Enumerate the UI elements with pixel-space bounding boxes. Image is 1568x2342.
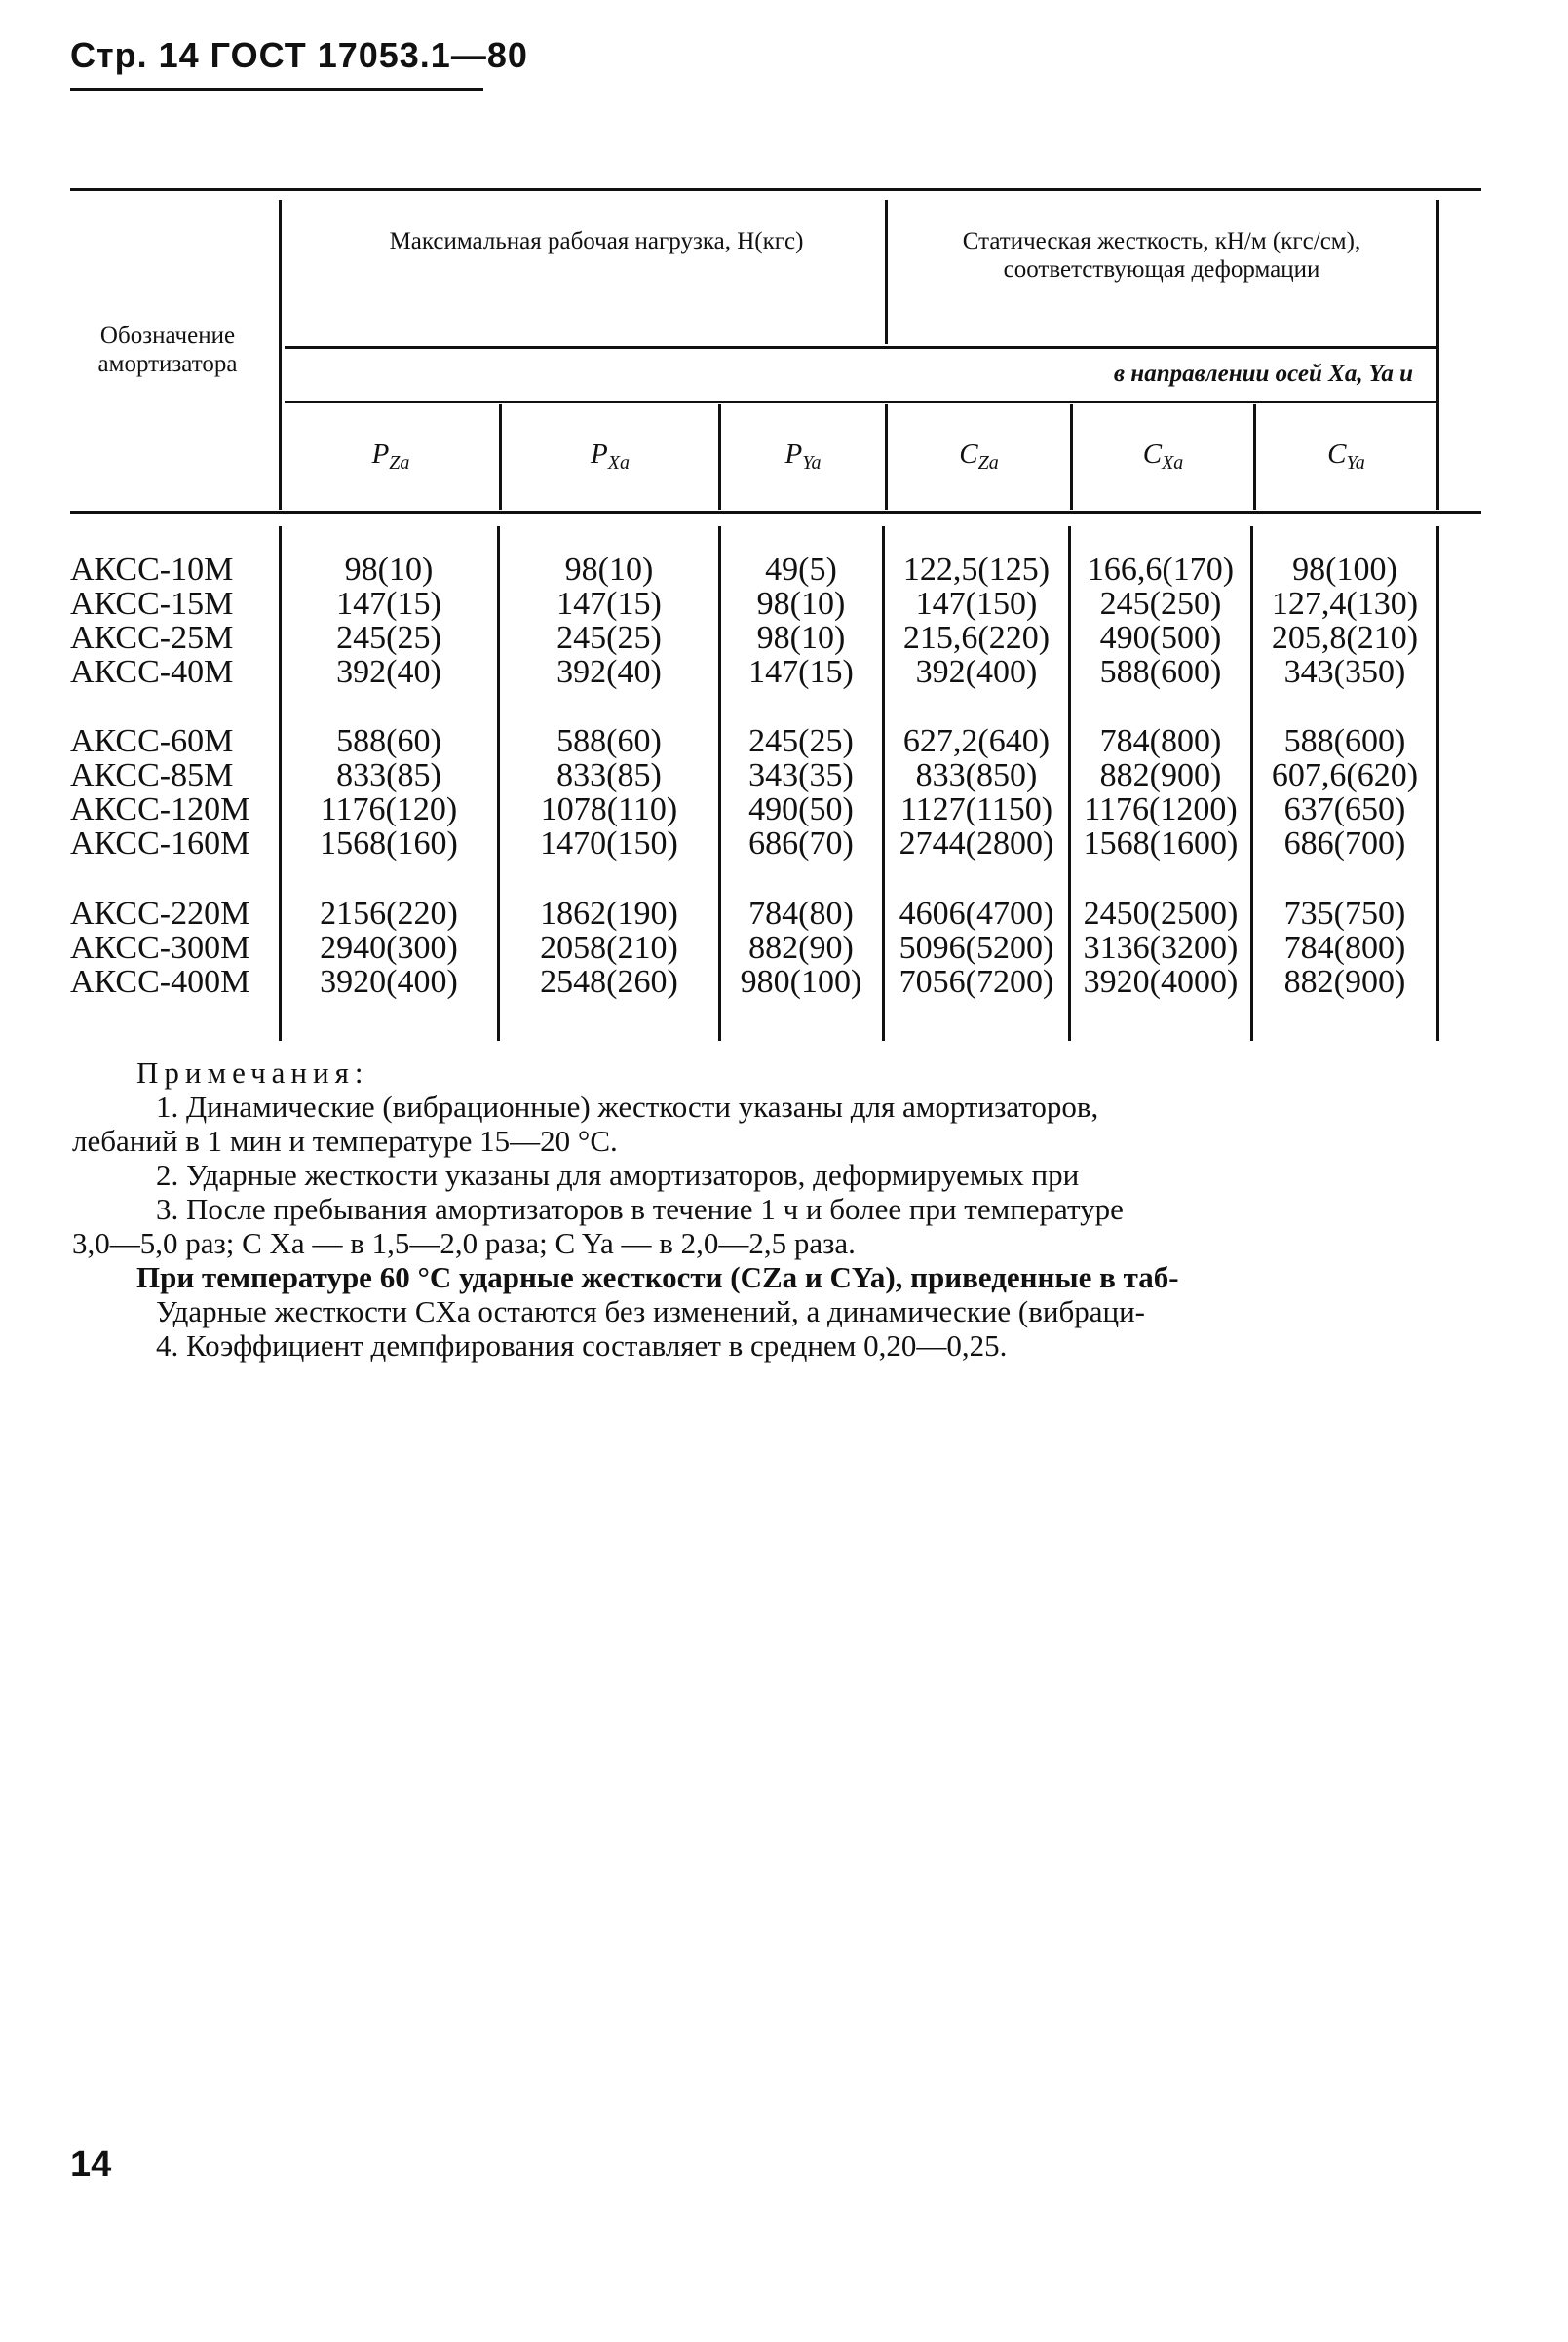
table-header-bottom-rule [70, 511, 1481, 514]
row-value: 147(150) [915, 586, 1038, 622]
note-line: 3. После пребывания амортизаторов в течение 1 ч и более при температуре [156, 1192, 1124, 1226]
table-row [0, 931, 1568, 966]
page-number: 14 [70, 2144, 112, 2185]
row-value: 4606(4700) [899, 896, 1054, 932]
row-value: 882(90) [748, 930, 854, 966]
row-designation: АКСС-85М [70, 757, 234, 793]
row-value: 392(40) [556, 654, 662, 690]
table-row [0, 655, 1568, 690]
row-value: 98(10) [564, 552, 654, 588]
row-designation: АКСС-10М [70, 552, 234, 588]
row-value: 686(700) [1283, 825, 1406, 862]
row-value: 1470(150) [540, 825, 678, 862]
symbol-cell [1256, 439, 1436, 475]
symbol-main: C [1327, 439, 1347, 470]
row-designation: АКСС-220М [70, 896, 250, 932]
note-line: 1. Динамические (вибрационные) жесткости указаны для амортизаторов, [156, 1090, 1099, 1124]
row-designation: АКСС-400М [70, 964, 250, 1000]
table-top-rule [70, 188, 1481, 191]
row-value: 784(800) [1283, 930, 1406, 966]
row-value: 784(80) [748, 896, 854, 932]
header-sub-rule-2 [285, 401, 1439, 403]
row-value: 784(800) [1099, 723, 1222, 759]
row-value: 392(40) [336, 654, 441, 690]
row-value: 627,2(640) [902, 723, 1051, 759]
row-value: 1568(160) [320, 825, 458, 862]
row-value: 833(850) [915, 757, 1038, 793]
row-value: 588(600) [1099, 654, 1222, 690]
notes-heading: Примечания: [136, 1056, 369, 1090]
symbol-main: C [1142, 439, 1163, 470]
row-value: 1078(110) [540, 791, 678, 827]
row-value: 1568(1600) [1083, 825, 1239, 862]
row-value: 3920(4000) [1083, 964, 1239, 1000]
row-value: 7056(7200) [899, 964, 1054, 1000]
symbol-cell [1073, 439, 1253, 475]
symbol-sub: Xa [607, 452, 630, 474]
row-value: 49(5) [765, 552, 837, 588]
note-line: 3,0—5,0 раз; C Xa — в 1,5—2,0 раза; C Ya — в 2,0—2,5 раза. [72, 1226, 856, 1260]
row-value: 2156(220) [320, 896, 458, 932]
row-value: 245(25) [556, 620, 662, 656]
row-value: 5096(5200) [899, 930, 1054, 966]
note-line: При температуре 60 °С ударные жесткости (CZa и CYa), приведенные в таб- [136, 1260, 1179, 1294]
row-value: 588(60) [336, 723, 441, 759]
row-value: 2940(300) [320, 930, 458, 966]
note-line: 2. Ударные жесткости указаны для амортизаторов, деформируемых при [156, 1158, 1080, 1192]
symbol-sub: Za [977, 452, 999, 474]
row-value: 245(25) [748, 723, 854, 759]
row-value: 98(10) [756, 586, 846, 622]
note-line: 4. Коэффициент демпфирования составляет в среднем 0,20—0,25. [156, 1328, 1008, 1363]
header-vline-1 [279, 200, 282, 510]
row-value: 147(15) [748, 654, 854, 690]
row-value: 98(10) [756, 620, 846, 656]
row-value: 882(900) [1283, 964, 1406, 1000]
row-value: 490(500) [1099, 620, 1222, 656]
group-load-header: Максимальная рабочая нагрузка, Н(кгс) [389, 228, 804, 254]
row-value: 98(100) [1292, 552, 1397, 588]
row-value: 98(10) [344, 552, 434, 588]
row-value: 980(100) [740, 964, 862, 1000]
symbol-cell [502, 439, 718, 475]
table-row [0, 758, 1568, 793]
col-designation-header: Обозначение амортизатора [97, 323, 238, 377]
page-header: Стр. 14 ГОСТ 17053.1—80 [70, 35, 528, 75]
symbol-cell [888, 439, 1070, 475]
row-value: 147(15) [556, 586, 662, 622]
row-designation: АКСС-15М [70, 586, 234, 622]
row-value: 147(15) [336, 586, 441, 622]
row-value: 2450(2500) [1083, 896, 1239, 932]
row-value: 588(60) [556, 723, 662, 759]
row-value: 607,6(620) [1271, 757, 1419, 793]
row-value: 490(50) [748, 791, 854, 827]
header-vline-3 [1436, 200, 1439, 510]
table-row [0, 587, 1568, 622]
symbol-main: P [591, 439, 608, 470]
row-value: 735(750) [1283, 896, 1406, 932]
row-designation: АКСС-120М [70, 791, 250, 827]
row-value: 833(85) [336, 757, 441, 793]
symbol-main: P [371, 439, 390, 470]
row-value: 1862(190) [540, 896, 678, 932]
row-value: 3920(400) [320, 964, 458, 1000]
symbol-sub: Ya [1346, 452, 1365, 474]
row-value: 882(900) [1099, 757, 1222, 793]
row-value: 205,8(210) [1271, 620, 1419, 656]
row-value: 127,4(130) [1271, 586, 1419, 622]
axes-caption: в направлении осей Xa, Ya и [1113, 361, 1413, 387]
row-value: 245(25) [336, 620, 441, 656]
note-line: Ударные жесткости CXa остаются без изменений, а динамические (вибраци- [156, 1294, 1145, 1328]
row-value: 1127(1150) [899, 791, 1053, 827]
symbol-cell [285, 439, 497, 475]
row-value: 166,6(170) [1087, 552, 1235, 588]
row-value: 245(250) [1099, 586, 1222, 622]
header-underline [70, 88, 483, 91]
symbol-main: P [784, 439, 803, 470]
row-designation: АКСС-160М [70, 825, 250, 862]
symbol-cell [721, 439, 885, 475]
table-row [0, 826, 1568, 862]
row-value: 343(35) [748, 757, 854, 793]
row-value: 1176(1200) [1084, 791, 1238, 827]
symbol-main: C [959, 439, 978, 470]
row-value: 637(650) [1283, 791, 1406, 827]
row-value: 343(350) [1283, 654, 1406, 690]
table-row [0, 897, 1568, 932]
row-value: 833(85) [556, 757, 662, 793]
table-row [0, 792, 1568, 827]
row-value: 588(600) [1283, 723, 1406, 759]
header-vline-2 [885, 200, 888, 344]
note-line: лебаний в 1 мин и температуре 15—20 °С. [72, 1124, 618, 1158]
row-value: 122,5(125) [902, 552, 1051, 588]
row-value: 686(70) [748, 825, 854, 862]
symbol-sub: Za [389, 452, 410, 474]
row-value: 392(400) [915, 654, 1038, 690]
row-value: 2744(2800) [899, 825, 1054, 862]
table-row [0, 553, 1568, 588]
row-designation: АКСС-300М [70, 930, 250, 966]
row-value: 3136(3200) [1083, 930, 1239, 966]
row-value: 1176(120) [320, 791, 458, 827]
notes-block [72, 1056, 1454, 1363]
row-value: 215,6(220) [902, 620, 1051, 656]
row-designation: АКСС-60М [70, 723, 234, 759]
group-stiffness-header: Статическая жесткость, кН/м (кгс/см), соответствующая деформации [962, 228, 1361, 283]
row-designation: АКСС-40М [70, 654, 234, 690]
symbol-sub: Xa [1162, 452, 1184, 474]
table-row [0, 621, 1568, 656]
table-row [0, 724, 1568, 759]
header-sub-rule-1 [285, 346, 1439, 349]
table-row [0, 965, 1568, 1000]
row-value: 2058(210) [540, 930, 678, 966]
symbol-sub: Ya [802, 452, 822, 474]
row-value: 2548(260) [540, 964, 678, 1000]
row-designation: АКСС-25М [70, 620, 234, 656]
